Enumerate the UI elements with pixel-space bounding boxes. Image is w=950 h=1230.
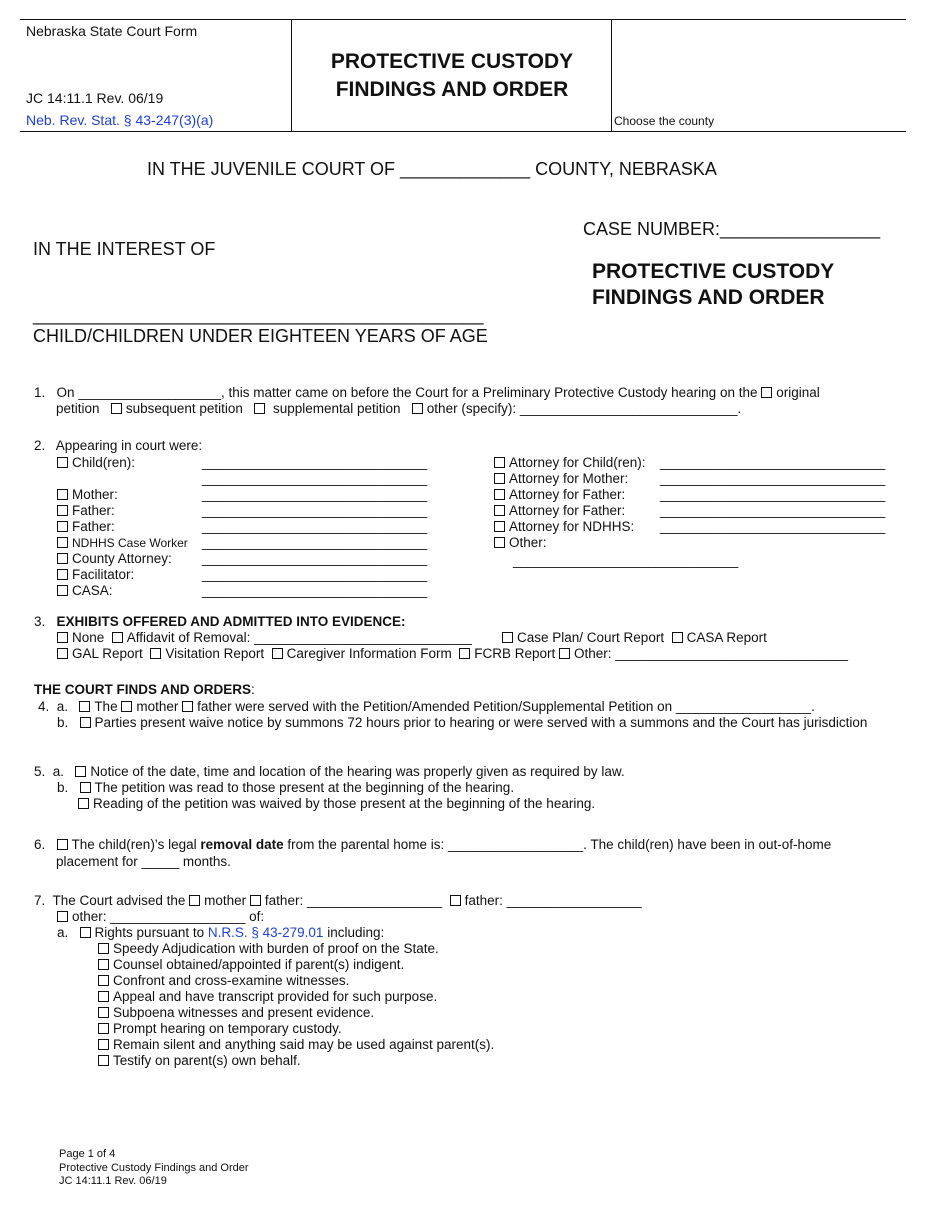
item4-a [38,699,815,715]
county-attorney-checkbox[interactable] [57,553,68,564]
appear-label: Attorney for Father: [509,503,626,518]
advised-other-label: other: __________________ of: [72,909,265,924]
item3-number: 3. [34,614,46,629]
form-label: Nebraska State Court Form [26,23,198,39]
caregiver-form-checkbox[interactable] [272,648,283,659]
rights-checkbox[interactable] [80,927,91,938]
right-checkbox[interactable] [98,1039,109,1050]
appear-facilitator-line[interactable]: ______________________________ [202,567,428,582]
item5-number: 5. [34,764,46,779]
appear-county-attorney [57,551,172,567]
appear-label: Attorney for Child(ren): [509,455,646,470]
right-checkbox[interactable] [98,991,109,1002]
statute-link[interactable]: Neb. Rev. Stat. § 43-247(3)(a) [26,112,214,128]
interest-of: IN THE INTEREST OF [33,239,216,259]
rights-statute-link[interactable]: N.R.S. § 43-279.01 [207,925,324,940]
item7-advised: The Court advised the [52,893,186,908]
appear-atty-ndhhs [494,519,634,535]
right-item [98,941,439,957]
child-name-line[interactable]: _____________________________________________ [33,305,484,325]
appear-label: County Attorney: [72,551,172,566]
appear-label: Other: [509,535,547,550]
item5-a-label: a. [52,764,65,779]
affidavit-checkbox[interactable] [112,632,123,643]
supplemental-label: supplemental petition [272,401,401,416]
right-label: Counsel obtained/appointed if parent(s) indigent. [113,957,405,972]
right-checkbox[interactable] [98,1055,109,1066]
item4-number: 4. [38,699,50,714]
right-item [98,989,437,1005]
other-exhibit-label: Other: _______________________________ [574,646,849,661]
appear-label: Father: [72,503,115,518]
served-mother-checkbox[interactable] [121,701,132,712]
findings-heading-text: THE COURT FINDS AND ORDERS [34,682,252,697]
caption-title-line2: FINDINGS AND ORDER [592,286,825,309]
caption-title-line1: PROTECTIVE CUSTODY [592,260,835,283]
appear-casa-line[interactable]: ______________________________ [202,583,428,598]
right-item [98,957,404,973]
petition-label: petition [56,401,100,416]
right-label: Appeal and have transcript provided for such purpose. [113,989,438,1004]
visitation-report-checkbox[interactable] [150,648,161,659]
item5-b [57,780,514,796]
appear-atty-mother [494,471,628,487]
casa-report-label: CASA Report [686,630,767,645]
right-checkbox[interactable] [98,1023,109,1034]
footer-page: Page 1 of 4 [59,1148,116,1160]
item4-a-text: father were served with the Petition/Amended Petition/Supplemental Petition on __________________. [197,699,815,714]
appear-atty-father1-line[interactable]: ______________________________ [660,487,886,502]
child-label: CHILD/CHILDREN UNDER EIGHTEEN YEARS OF AGE [33,326,488,346]
petition-read-checkbox[interactable] [80,782,91,793]
item6-line2: placement for _____ months. [56,854,231,869]
father2-checkbox[interactable] [57,521,68,532]
appear-label: Attorney for Father: [509,487,626,502]
right-label: Subpoena witnesses and present evidence. [113,1005,375,1020]
none-label: None [72,630,105,645]
appear-casa [57,583,113,599]
subsequent-label: subsequent petition [125,401,243,416]
other-appearance-checkbox[interactable] [494,537,505,548]
advised-other-checkbox[interactable] [57,911,68,922]
item1-line2 [56,401,741,417]
the-label: The [94,699,118,714]
item5-c-text: Reading of the petition was waived by those present at the beginning of the hearing. [93,796,596,811]
appear-label: CASA: [72,583,113,598]
case-number[interactable]: CASE NUMBER:________________ [583,219,881,239]
none-checkbox[interactable] [57,632,68,643]
subsequent-petition-checkbox[interactable] [111,403,122,414]
footer-title: Protective Custody Findings and Order [59,1162,249,1174]
item5-c [78,796,595,812]
appear-atty-father2-line[interactable]: ______________________________ [660,503,886,518]
item6-line1 [34,837,831,853]
appear-father2 [57,519,115,535]
item3-heading [34,614,406,630]
atty-mother-checkbox[interactable] [494,473,505,484]
served-mother-label: mother [136,699,179,714]
item7-number: 7. [34,893,46,908]
other-specify-label: other (specify): _____________________________. [426,401,742,416]
atty-father2-checkbox[interactable] [494,505,505,516]
item2-number: 2. [34,438,46,453]
appear-father1-line[interactable]: ______________________________ [202,503,428,518]
item3-line1 [57,630,472,646]
caption-title [592,259,834,311]
appear-label: Facilitator: [72,567,135,582]
appear-label: NDHHS Case Worker [72,536,188,550]
appear-child-line[interactable]: ______________________________ [202,455,428,470]
appear-other-line[interactable]: ______________________________ [513,553,739,568]
item4-b-text: Parties present waive notice by summons 72 hours prior to hearing or were served with a summons and the Court has jurisdiction [94,715,868,730]
advised-father2-checkbox[interactable] [450,895,461,906]
rights-pre: Rights pursuant to [94,925,205,940]
item4-a-label: a. [56,699,69,714]
case-plan-label: Case Plan/ Court Report [517,630,665,645]
appear-atty-child-line[interactable]: ______________________________ [660,455,886,470]
appear-atty-child [494,455,646,471]
caregiver-label: Caregiver Information Form [286,646,452,661]
court-line: IN THE JUVENILE COURT OF _____________ COUNTY, NEBRASKA [147,159,717,179]
item5-b-label: b. [57,780,69,795]
item3-case-plan [502,630,767,646]
item6-text-a: The child(ren)’s legal [71,837,197,852]
served-father-checkbox[interactable] [182,701,193,712]
header-bottom-rule [20,131,906,132]
original-label: original [776,385,820,400]
appear-facilitator [57,567,134,583]
removal-date-checkbox[interactable] [57,839,68,850]
right-item [98,973,349,989]
item6-number: 6. [34,837,46,852]
appear-label: Mother: [72,487,118,502]
notice-checkbox[interactable] [75,766,86,777]
appear-atty-mother-line[interactable]: ______________________________ [660,471,886,486]
other-exhibit-checkbox[interactable] [559,648,570,659]
right-checkbox[interactable] [98,959,109,970]
case-plan-checkbox[interactable] [502,632,513,643]
mother-checkbox[interactable] [57,489,68,500]
supplemental-petition-checkbox[interactable] [254,403,265,414]
waive-notice-checkbox[interactable] [80,717,91,728]
father1-checkbox[interactable] [57,505,68,516]
right-item [98,1037,494,1053]
gal-label: GAL Report [72,646,143,661]
right-checkbox[interactable] [98,943,109,954]
item1-line1 [34,385,820,401]
right-item [98,1021,342,1037]
header-top-rule [20,19,906,20]
right-label: Prompt hearing on temporary custody. [113,1021,342,1036]
item7-line1 [34,893,642,909]
item2-heading-text: Appearing in court were: [55,438,203,453]
item7-a-label: a. [57,925,69,940]
advised-father1-checkbox[interactable] [250,895,261,906]
reading-waived-checkbox[interactable] [78,798,89,809]
findings-colon: : [251,682,255,697]
affidavit-label: Affidavit of Removal: _____________________________ [126,630,472,645]
item4-b-label: b. [57,715,69,730]
atty-child-checkbox[interactable] [494,457,505,468]
findings-heading [34,682,255,698]
appear-ndhhs [57,535,188,551]
appear-label: Attorney for NDHHS: [509,519,635,534]
fcrb-report-checkbox[interactable] [459,648,470,659]
child-checkbox[interactable] [57,457,68,468]
item5-b-text: The petition was read to those present at the beginning of the hearing. [94,780,515,795]
item2-heading [34,438,202,454]
right-label: Remain silent and anything said may be used against parent(s). [113,1037,495,1052]
appear-atty-ndhhs-line[interactable]: ______________________________ [660,519,886,534]
appear-child-line2[interactable]: ______________________________ [202,471,428,486]
visitation-label: Visitation Report [165,646,265,661]
appear-other [494,535,547,551]
county-selector[interactable]: Choose the county [614,114,715,128]
appear-county-attorney-line[interactable]: ______________________________ [202,551,428,566]
advised-mother-checkbox[interactable] [189,895,200,906]
form-number: JC 14:11.1 Rev. 06/19 [26,90,164,106]
appear-label: Father: [72,519,115,534]
appear-atty-father1 [494,487,625,503]
right-checkbox[interactable] [98,1007,109,1018]
appear-father1 [57,503,115,519]
advised-father1-label: father: __________________ [264,893,443,908]
original-petition-checkbox[interactable] [761,387,772,398]
appear-mother [57,487,118,503]
item1-number: 1. [34,385,46,400]
appear-label: Child(ren): [72,455,136,470]
gal-report-checkbox[interactable] [57,648,68,659]
right-label: Speedy Adjudication with burden of proof on the State. [113,941,439,956]
appear-father2-line[interactable]: ______________________________ [202,519,428,534]
right-item [98,1005,374,1021]
footer-form: JC 14:11.1 Rev. 06/19 [59,1175,167,1187]
appear-ndhhs-line[interactable]: ______________________________ [202,535,428,550]
appear-mother-line[interactable]: ______________________________ [202,487,428,502]
right-checkbox[interactable] [98,975,109,986]
right-label: Testify on parent(s) own behalf. [113,1053,301,1068]
item6-text-b: from the parental home is: __________________. The child(ren) have been in out-of-home [287,837,832,852]
item7-line2 [57,909,264,925]
header-title-line1: PROTECTIVE CUSTODY [330,50,574,73]
rights-post: including: [327,925,385,940]
item4-b [57,715,867,731]
right-item [98,1053,301,1069]
served-the-checkbox[interactable] [79,701,90,712]
advised-mother-label: mother [204,893,247,908]
casa-checkbox[interactable] [57,585,68,596]
appear-label: Attorney for Mother: [509,471,629,486]
header-title-line2: FINDINGS AND ORDER [335,78,569,101]
right-label: Confront and cross-examine witnesses. [113,973,350,988]
item5-a [34,764,625,780]
item3-heading-text: EXHIBITS OFFERED AND ADMITTED INTO EVIDENCE: [56,614,406,629]
other-petition-checkbox[interactable] [412,403,423,414]
item1-text: ___________________, this matter came on before the Court for a Preliminary Protective Custody hearing on the [78,385,758,400]
appear-atty-father2 [494,503,625,519]
ndhhs-checkbox[interactable] [57,537,68,548]
atty-father1-checkbox[interactable] [494,489,505,500]
appear-child [57,455,135,471]
item7-a [57,925,384,941]
atty-ndhhs-checkbox[interactable] [494,521,505,532]
facilitator-checkbox[interactable] [57,569,68,580]
item1-on: On [56,385,75,400]
item3-line2 [57,646,848,662]
item6-bold: removal date [200,837,284,852]
header-title [292,48,612,104]
item5-a-text: Notice of the date, time and location of the hearing was properly given as required by law. [90,764,625,779]
advised-father2-label: father: __________________ [464,893,642,908]
fcrb-label: FCRB Report [474,646,556,661]
casa-report-checkbox[interactable] [672,632,683,643]
